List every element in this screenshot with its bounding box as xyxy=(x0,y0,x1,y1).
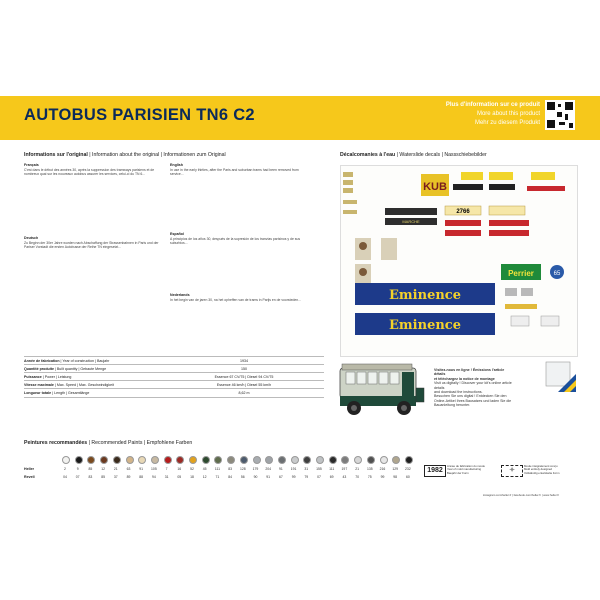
heller-ref: 83 xyxy=(228,467,232,471)
paint-swatch xyxy=(405,456,413,464)
spec-row: Quantité produite | Built quantity | Gebaute Menge 150 xyxy=(24,364,324,373)
revell-ref: 89 xyxy=(126,475,131,479)
mold-year-text: Année de fabrication du moule Year of mold manufacturing Baujahr der Form xyxy=(447,464,485,475)
instructions-badge-icon[interactable] xyxy=(544,360,576,392)
paint-swatch xyxy=(75,456,83,464)
qr-code-icon[interactable] xyxy=(545,100,575,130)
heller-ref: 216 xyxy=(379,467,386,471)
heller-ref: 129 xyxy=(392,467,399,471)
decal-eminence: Eminence xyxy=(389,318,461,333)
paint-swatch xyxy=(189,456,197,464)
heller-ref: 21 xyxy=(113,467,118,471)
paint-swatch xyxy=(113,456,121,464)
mold-design-text: Moule intégralement conçu Mold entirely designed Vollständig entwickelte Form xyxy=(524,464,560,475)
decal-marche: MARCHE xyxy=(402,219,420,224)
more-info-en: More about this product xyxy=(476,111,540,117)
heller-ref: 155 xyxy=(316,467,322,471)
heller-ref: 128 xyxy=(239,467,246,471)
revell-ref: 70 xyxy=(355,475,359,479)
revell-ref: 75 xyxy=(367,475,372,479)
revell-ref: 69 xyxy=(329,475,334,479)
revell-ref: 83 xyxy=(88,475,93,479)
lang-en-label: English xyxy=(170,163,183,167)
decal-65: 65 xyxy=(553,271,561,277)
original-info-heading: Informations sur l'original | Information about the original | Informationen zum Original xyxy=(24,152,226,158)
heller-ref: 111 xyxy=(214,467,220,471)
paint-swatch xyxy=(380,456,388,464)
revell-ref: 99 xyxy=(380,475,385,479)
heller-ref: 2 xyxy=(64,467,66,471)
bus-illustration xyxy=(334,358,426,420)
paint-swatch xyxy=(367,456,375,464)
paint-swatch xyxy=(62,456,70,464)
heller-ref: 179 xyxy=(252,467,259,471)
heller-row-label: Heller xyxy=(24,467,34,471)
decal-2766: 2766 xyxy=(456,209,470,215)
heller-ref: 91 xyxy=(279,467,283,471)
paint-swatch xyxy=(151,456,159,464)
heller-ref: 197 xyxy=(341,467,348,471)
paint-swatch xyxy=(164,456,172,464)
paint-swatch xyxy=(126,456,134,464)
more-info-block[interactable] xyxy=(446,101,540,128)
heller-ref: 63 xyxy=(126,467,131,471)
lang-de-label: Deutsch xyxy=(24,236,39,240)
paint-swatch xyxy=(329,456,337,464)
revell-ref: 31 xyxy=(164,475,169,479)
lang-nl-label: Nederlands xyxy=(170,293,190,297)
spec-row: Vitesse maximale | Max. Speed | Max. Geschwindigkeit Essence 46 km/h | Diesel 55 km/h xyxy=(24,380,324,389)
spec-row: Puissance | Power | Leistung Essence 67 CV/75 | Diesel 94 CV/75 xyxy=(24,372,324,381)
revell-ref: 07 xyxy=(75,475,80,479)
revell-ref: 94 xyxy=(152,475,156,479)
heller-ref: 135 xyxy=(366,467,373,471)
revell-ref: 91 xyxy=(266,475,271,479)
page-title: AUTOBUS PARISIEN TN6 C2 xyxy=(24,106,255,124)
heller-ref: 16 xyxy=(177,467,182,471)
revell-ref: 05 xyxy=(177,475,182,479)
paint-swatch xyxy=(202,456,210,464)
revell-ref: 12 xyxy=(202,475,207,479)
heller-ref: 12 xyxy=(101,467,105,471)
revell-ref: 04 xyxy=(63,475,67,479)
paints-heading: Peintures recommandées | Recommended Paints | Empfohlene Farben xyxy=(24,440,193,446)
paint-swatch xyxy=(240,456,248,464)
revell-ref: 79 xyxy=(304,475,309,479)
revell-ref: 60 xyxy=(406,475,410,479)
paragraph-en: In use in the early thirties, after the Paris and suburban trams had been removed from service... xyxy=(170,168,299,177)
paint-swatch xyxy=(278,456,286,464)
revell-ref: 90 xyxy=(253,475,258,479)
heller-ref: 45 xyxy=(202,467,207,471)
decal-eminence: Eminence xyxy=(389,288,461,303)
heller-ref: 191 xyxy=(290,467,297,471)
decals-heading: Décalcomanies à l'eau | Waterslide decals | Nassschiebebilder xyxy=(340,152,487,158)
paint-swatch xyxy=(316,456,324,464)
heller-ref: 9 xyxy=(76,467,79,471)
heller-ref: 232 xyxy=(405,467,411,471)
revell-ref: 88 xyxy=(139,475,144,479)
paragraph-es: A principios de los años 30, después de la supresión de los tranvías parisinos y de sus suburbios... xyxy=(170,237,301,246)
revell-ref: 07 xyxy=(317,475,321,479)
paragraph-fr: C'est dans le début des années 30, après la suppression des tramways parisiens et de nombreux quai sur les nouveaux autobus assurer les services, celui-ci du TN 6... xyxy=(24,168,155,177)
revell-ref: 67 xyxy=(279,475,283,479)
revell-ref: 43 xyxy=(342,475,347,479)
heller-ref: 204 xyxy=(265,467,272,471)
spec-row: Année de fabrication | Year of construction | Baujahr 1934 xyxy=(24,356,324,365)
paragraph-nl: In het begin van de jaren 30, na het opheffen van de trams in Parijs en de voorsteden... xyxy=(170,298,301,302)
paint-swatch xyxy=(291,456,299,464)
revell-ref: 56 xyxy=(240,475,245,479)
more-info-fr: Plus d'information sur ce produit xyxy=(445,102,540,108)
lang-fr-label: Français xyxy=(24,163,39,167)
heller-ref: 21 xyxy=(355,467,359,471)
decal-kub: KUB xyxy=(423,181,447,193)
decal-perrier: Perrier xyxy=(508,269,534,278)
revell-ref: 71 xyxy=(215,475,220,479)
heller-ref: 105 xyxy=(151,467,157,471)
social-links[interactable]: instagram.com/heller.fr | facebook.com/heller.fr | www.heller.fr xyxy=(483,493,560,497)
mold-design-badge: ✦ xyxy=(501,465,523,477)
lang-es-label: Español xyxy=(170,232,184,236)
paragraph-de: Zu Beginn der 30er Jahre wurden nach Abschaffung der Strassenbahnen in Paris und der Pariser Vorstadt die ersten Autobusse der Reihe TN eingesetzt... xyxy=(24,241,159,250)
heller-ref: 85 xyxy=(88,467,93,471)
decal-sheet xyxy=(340,165,578,357)
heller-ref: 91 xyxy=(139,467,144,471)
heller-ref: 52 xyxy=(190,467,194,471)
revell-ref: 85 xyxy=(101,475,105,479)
heller-ref: 111 xyxy=(329,467,335,471)
revell-ref: 98 xyxy=(393,475,398,479)
paint-swatch xyxy=(253,456,261,464)
spec-row: Longueur totale | Length | Gesamtlänge 8,62 m xyxy=(24,388,324,398)
mold-year-badge: 1982 xyxy=(424,465,446,477)
online-instructions-note: Visitez-nous en ligne ! Émissions l'article détails et téléchargez la notice de montage Visit us digitally ! Discover your kit's online article details and download the instructions. Besuchen Sie uns digital ! Entdecken Sie den Online-Artikel Ihres Bausatzes und laden Sie die Bauanleitung herunter. xyxy=(434,368,512,408)
revell-ref: 84 xyxy=(228,475,232,479)
heller-ref: 7 xyxy=(165,467,168,471)
decal-artwork xyxy=(341,166,577,356)
revell-ref: 99 xyxy=(291,475,296,479)
revell-ref: 37 xyxy=(113,475,118,479)
more-info-de: Mehr zu diesem Produkt xyxy=(474,120,540,126)
revell-ref: 18 xyxy=(190,475,194,479)
revell-row-label: Revell xyxy=(24,475,35,479)
heller-ref: 31 xyxy=(304,467,309,471)
